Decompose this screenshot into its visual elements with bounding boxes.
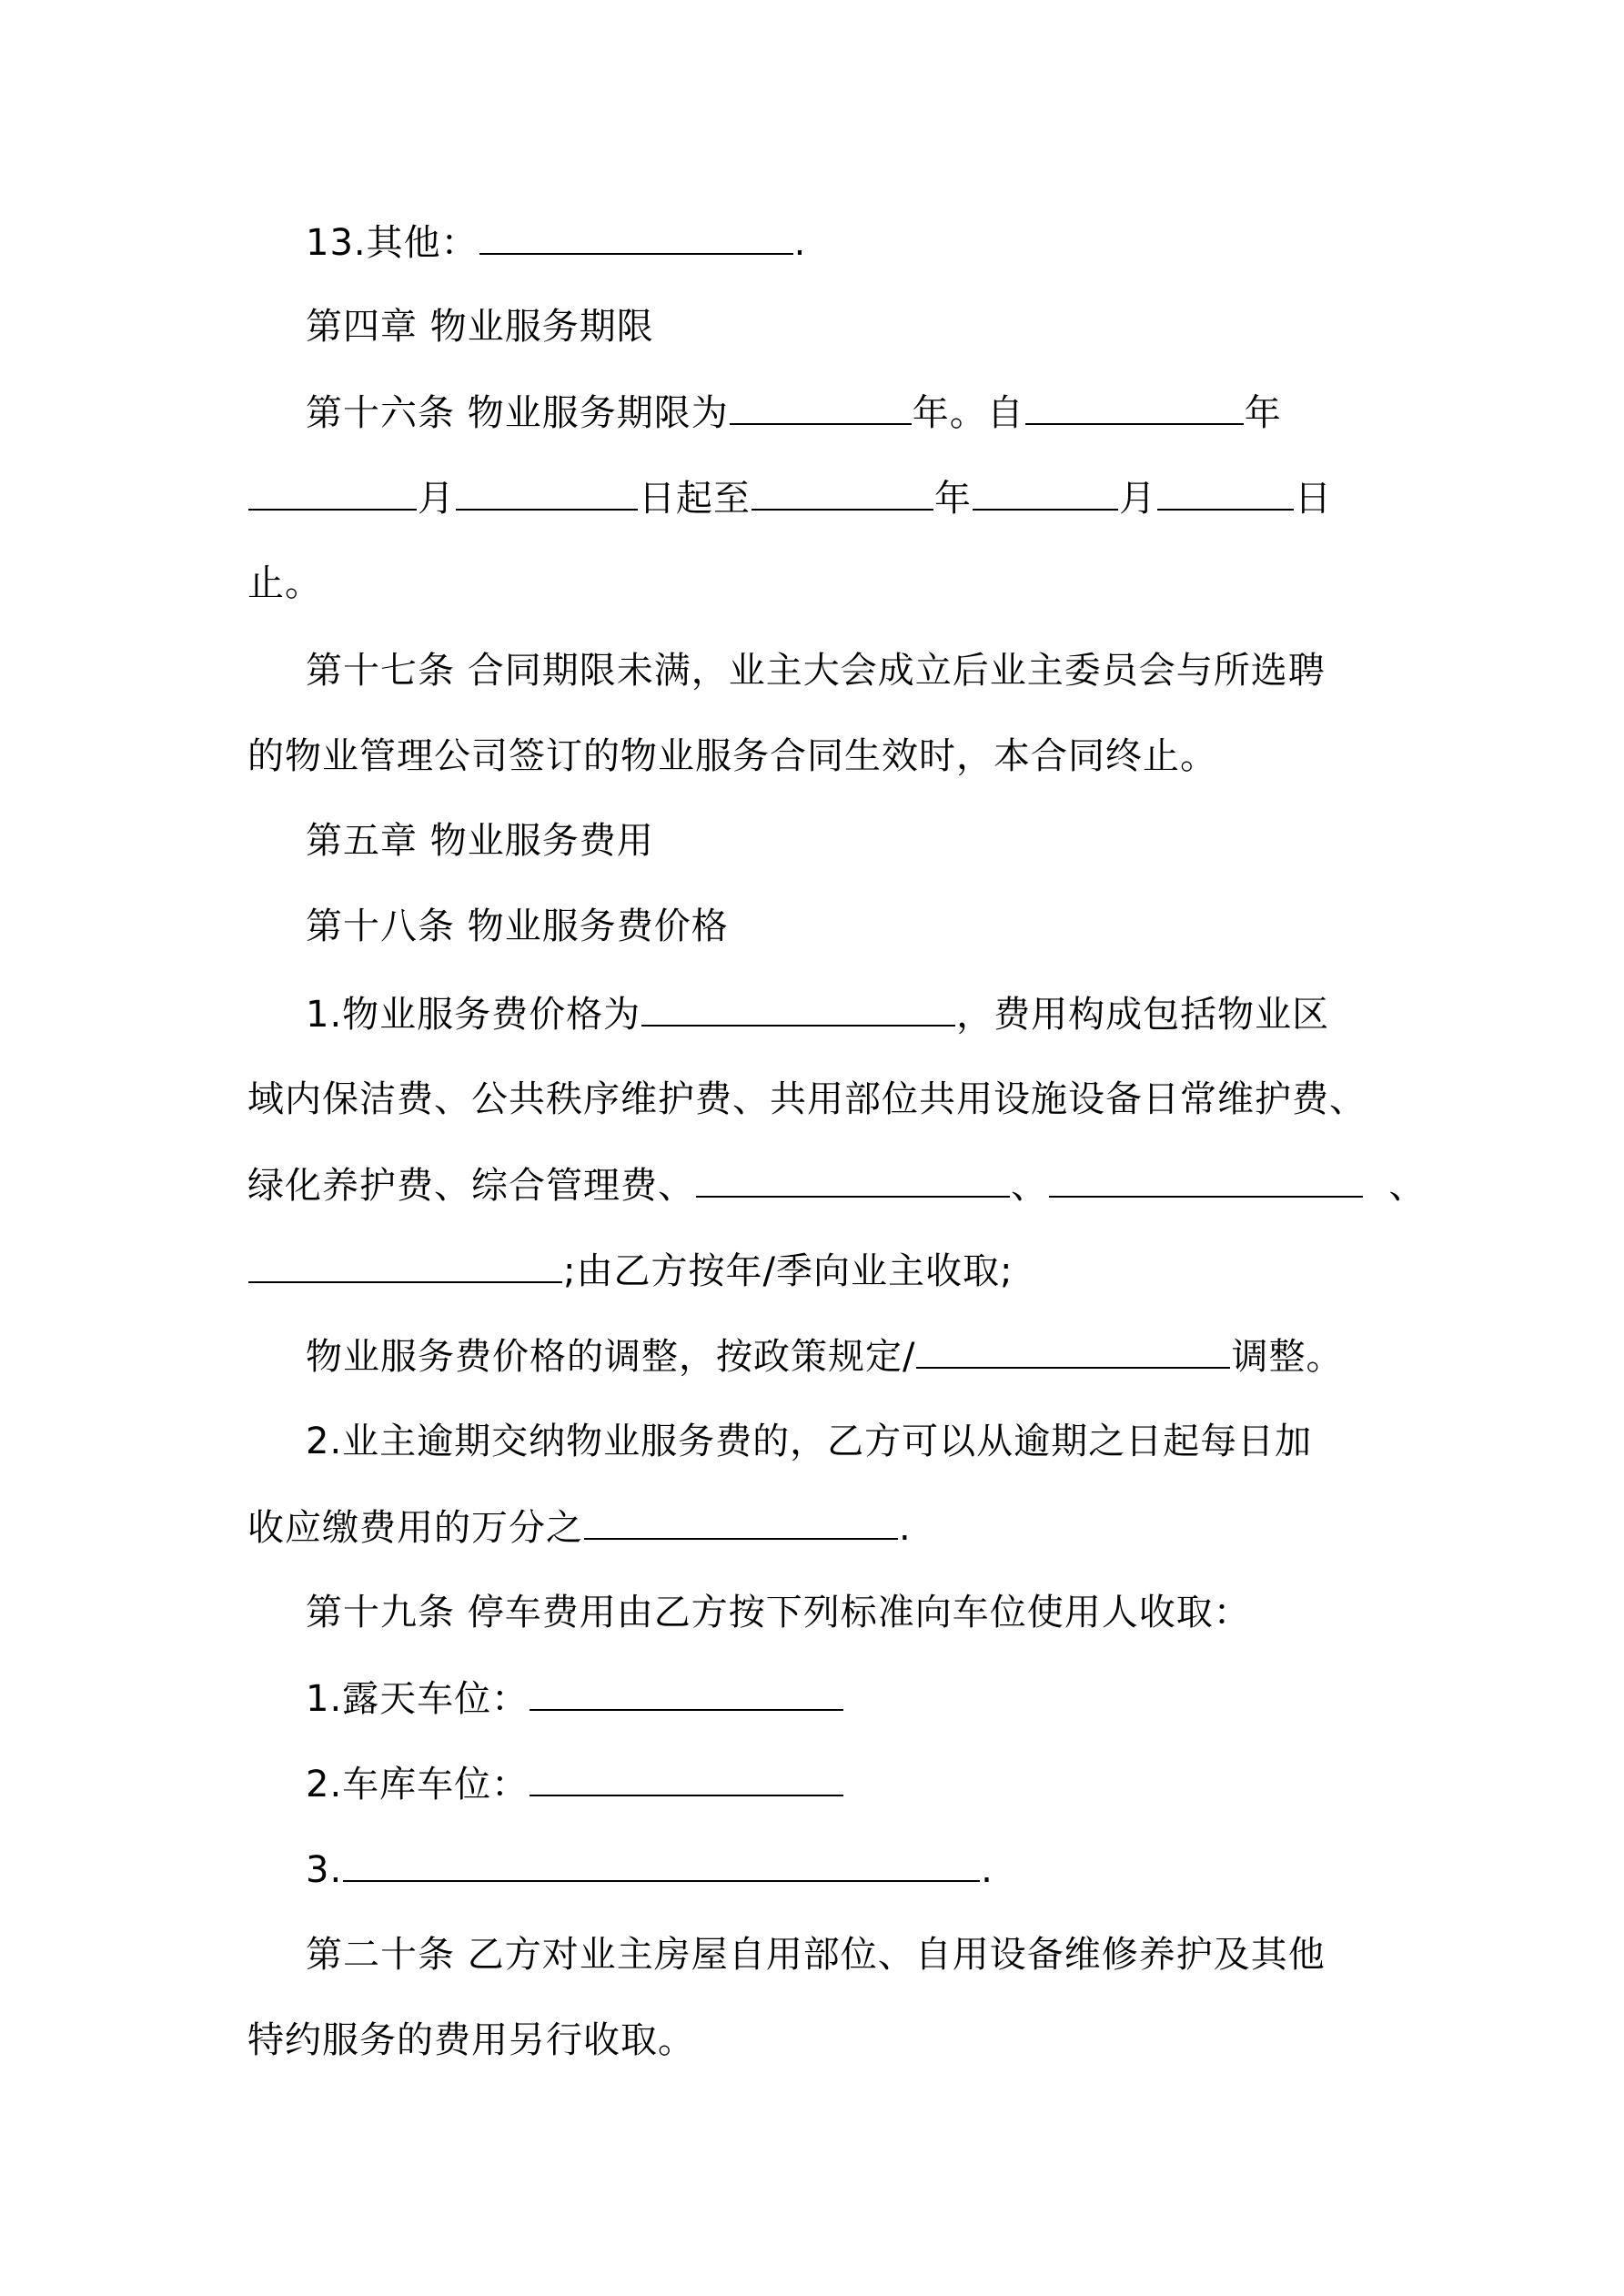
item-3-label: 3. (306, 1849, 343, 1891)
late-fee-text: 收应缴费用的万分之 (247, 1507, 583, 1549)
year-label: 年 (1244, 392, 1282, 434)
blank-start-day[interactable] (456, 474, 638, 511)
blank-fee-price[interactable] (641, 990, 955, 1027)
separator-end: 、 (1364, 1165, 1427, 1207)
adjustment-text: 物业服务费价格的调整，按政策规定/ (306, 1336, 916, 1378)
parking-item-3-line (306, 1846, 1452, 1894)
fee-adjustment-line (306, 1332, 1452, 1381)
outdoor-parking-line (306, 1674, 1452, 1723)
article-20-line-2: 特约服务的费用另行收取。 (247, 2019, 695, 2061)
chapter-5-heading: 第五章 物业服务费用 (306, 820, 654, 862)
year-from-text: 年。自 (912, 392, 1024, 434)
article-16-line-1 (306, 389, 1452, 437)
blank-garage-parking[interactable] (530, 1760, 843, 1796)
blank-adjustment[interactable] (916, 1332, 1230, 1369)
article-20-line-1: 第二十条 乙方对业主房屋自用部位、自用设备维修养护及其他 (306, 1934, 1326, 1976)
article-16-line-3: 止。 (247, 562, 322, 604)
fee-items-text: 绿化养护费、综合管理费、 (247, 1165, 695, 1207)
fee-composition-text: ，费用构成包括物业区 (956, 994, 1330, 1036)
end-year-label: 年 (934, 478, 972, 520)
blank-years[interactable] (730, 389, 912, 425)
chapter-4-heading: 第四章 物业服务期限 (306, 306, 654, 348)
article-18-heading: 第十八条 物业服务费价格 (306, 905, 729, 947)
blank-start-year[interactable] (1025, 389, 1244, 425)
blank-fee-item-2[interactable] (1049, 1161, 1363, 1198)
separator: 、 (1011, 1165, 1048, 1207)
blank-end-year[interactable] (751, 474, 933, 511)
blank-field[interactable] (479, 218, 793, 255)
article-16-line-2 (247, 474, 1394, 522)
clause-13-other (306, 218, 1452, 267)
period: . (981, 1849, 994, 1891)
article-16-text: 第十六条 物业服务期限为 (306, 392, 729, 434)
adjustment-end: 调整。 (1231, 1336, 1344, 1378)
blank-parking-other[interactable] (343, 1846, 980, 1882)
outdoor-parking-label: 1.露天车位： (306, 1678, 530, 1720)
article-18-item-1-line-1 (306, 990, 1452, 1038)
article-18-item-1-line-3 (247, 1161, 1427, 1209)
end-month-label: 月 (1119, 478, 1156, 520)
article-18-item-1-line-4 (247, 1247, 1394, 1295)
end-day-label: 日 (1295, 478, 1332, 520)
fee-price-text: 1.物业服务费价格为 (306, 994, 641, 1036)
blank-late-fee-rate[interactable] (584, 1503, 898, 1540)
blank-fee-item-1[interactable] (696, 1161, 1010, 1198)
blank-outdoor-parking[interactable] (530, 1674, 843, 1711)
clause-13-label: 13.其他： (306, 222, 479, 264)
article-18-item-2-line-2 (247, 1503, 1394, 1552)
blank-start-month[interactable] (248, 474, 417, 511)
day-to-label: 日起至 (639, 478, 751, 520)
article-17-line-2: 的物业管理公司签订的物业服务合同生效时，本合同终止。 (247, 735, 1217, 777)
month-label: 月 (418, 478, 455, 520)
blank-end-day[interactable] (1157, 474, 1294, 511)
blank-fee-item-3[interactable] (248, 1247, 562, 1283)
garage-parking-label: 2.车库车位： (306, 1764, 530, 1805)
garage-parking-line (306, 1760, 1452, 1808)
collection-text: ;由乙方按年/季向业主收取; (563, 1250, 1014, 1292)
article-18-item-1-line-2: 域内保洁费、公共秩序维护费、共用部位共用设施设备日常维护费、 (247, 1078, 1367, 1120)
article-18-item-2-line-1: 2.业主逾期交纳物业服务费的，乙方可以从逾期之日起每日加 (306, 1421, 1313, 1462)
period: . (899, 1507, 912, 1549)
article-19-heading: 第十九条 停车费用由乙方按下列标准向车位使用人收取： (306, 1592, 1251, 1633)
blank-end-month[interactable] (973, 474, 1118, 511)
article-17-line-1: 第十七条 合同期限未满，业主大会成立后业主委员会与所选聘 (306, 650, 1326, 692)
period: . (793, 222, 807, 264)
